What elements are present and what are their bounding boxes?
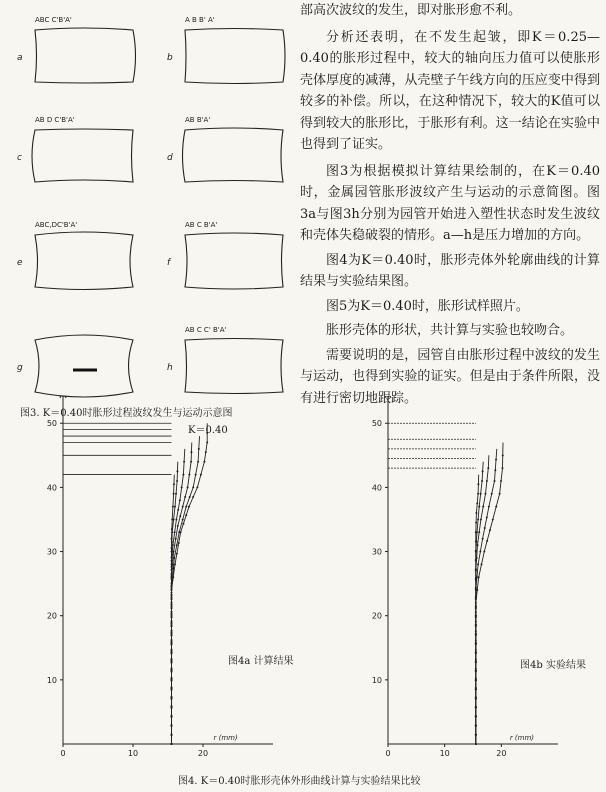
profile-point [480,518,482,520]
profile-point [477,493,479,495]
profile-point [475,651,477,653]
profile-point [171,696,173,698]
profile-point [192,496,194,498]
fig3-panel-a [17,16,136,83]
profile-point [495,459,497,461]
profile-point [492,518,494,520]
profile-point [484,493,486,495]
profile-point [172,506,174,508]
profile-point [178,531,180,533]
profile-point [176,544,178,546]
x-tick-label: 10 [439,749,450,758]
paragraph-2: 分析还表明，在不发生起皱，即K＝0.25—0.40的胀形过程中，较大的轴向压力值可以使胀形壳体厚度的减薄，从壳壁子午线方向的压应变中得到较多的补偿。所以，在这种情况下，较大的K值可以得到较大的胀形比，于胀形有利。这一结论在实验中也得到了证实。 [300,29,600,152]
profile-point [478,531,480,533]
profile-point [171,566,173,568]
profile-point [477,483,479,485]
paragraph-7: 需要说明的是，园管自由胀形过程中波纹的发生与运动，也得到实验的证实。但是由于条件所限，没有进行密切地跟踪。 [300,347,600,406]
x-tick-label: 10 [127,749,139,758]
fig3-panel-b [167,16,285,84]
profile-point [171,538,173,540]
profile-point [477,563,479,565]
profile-point [486,480,488,482]
profile-point [171,743,173,745]
profile-point [176,480,178,482]
chart-4b-label: 图4b 实验结果 [520,660,586,671]
fig3-panel-letter: d [167,153,173,163]
profile-point [500,480,502,482]
profile-point [475,568,477,570]
fig3-panel-letter: f [167,258,171,268]
paragraph-1: 部高次波纹的发生，即对胀形愈不利。 [300,3,522,18]
profile-point [477,544,479,546]
fig3-panel-letter: e [17,258,23,268]
x-tick-label: 0 [385,749,391,758]
chart-4b [350,396,606,760]
profile-point [179,515,181,517]
x-axis-label: r (mm) [213,734,238,742]
paragraph-3: 图3为根据模拟计算结果绘制的，在K＝0.40时，金属园管胀形波纹产生与运动的示意简图。图3a与图3h分别为园管开始进入塑性状态时发生波纹和壳体失稳破裂的情形。a—h是压力增加的方向。 [300,163,600,243]
y-tick-label: 20 [46,611,57,621]
profile-point [475,679,477,681]
fig3-panel-letter: g [17,363,23,373]
profile-point [177,525,179,527]
profile-point [475,633,477,635]
profile-point [478,506,480,508]
profile-point [482,506,484,508]
fig3-panel-f [167,221,283,289]
y-tick-label: 10 [46,675,57,685]
fig3-panel-c [17,116,133,182]
profile-point [196,486,198,488]
fig3-panel-letter: h [167,363,173,373]
fig3-tube-outline [185,29,285,84]
profile-point [195,474,197,476]
fig3-point-labels: AB C B'A' [185,221,218,229]
profile-point [475,577,477,579]
profile-point [475,734,477,736]
profile-curve-1 [476,443,503,745]
profile-point [480,493,482,495]
profile-point [486,540,488,542]
profile-point [185,514,187,516]
fig3-point-labels: A B B' A' [185,16,215,24]
profile-point [501,467,503,469]
profile-point [475,706,477,708]
profile-point [175,493,177,495]
profile-point [171,687,173,689]
profile-point [484,527,486,529]
profile-point [177,509,179,511]
fig3-tube-outline [185,233,283,289]
profile-point [475,541,477,543]
profile-point [173,557,175,559]
fig3-point-labels: AB C C' B'A' [185,326,227,334]
profile-point [475,642,477,644]
profile-point [478,576,480,578]
profile-point [171,518,173,520]
fig3-tube-outline [185,339,283,394]
profile-curve-5 [172,462,178,744]
profile-point [171,668,173,670]
fig3-panel-d [167,116,283,182]
chart-4a-k-label: K＝0.40 [188,425,228,436]
profile-point [198,448,200,450]
profile-point [475,605,477,607]
profile-point [190,451,192,453]
y-tick-label: 30 [371,547,382,557]
profile-point [192,486,194,488]
chart-4a-label: 图4a 计算结果 [228,656,294,667]
profile-point [171,640,173,642]
profile-point [475,715,477,717]
profile-point [475,623,477,625]
profile-point [171,603,173,605]
y-tick-label: 40 [371,483,382,493]
profile-point [483,551,485,553]
profile-point [171,631,173,633]
x-axis-label: r (mm) [509,734,535,742]
profile-point [482,470,484,472]
profile-point [475,559,477,561]
fig3-panel-letter: b [167,53,173,63]
profile-point [179,499,181,501]
fig3-panel-e [17,221,133,290]
profile-point [476,502,478,504]
profile-point [491,493,493,495]
profile-point [182,506,184,508]
profile-point [481,480,483,482]
figure-3 [0,0,300,420]
profile-point [182,523,184,525]
profile-point [171,715,173,717]
profile-point [475,697,477,699]
profile-point [475,512,477,514]
fig3-panel-letter: c [17,153,22,163]
profile-point [173,493,175,495]
fig3-tube-outline [183,128,284,182]
profile-point [178,542,180,544]
profile-point [197,461,199,463]
profile-point [475,725,477,727]
profile-point [488,506,490,508]
profile-point [182,518,184,520]
profile-point [171,528,173,530]
profile-point [188,506,190,508]
y-tick-label: 10 [371,675,382,685]
profile-point [171,734,173,736]
profile-point [171,547,173,549]
profile-point [495,506,497,508]
profile-point [171,724,173,726]
profile-curve-2 [172,436,200,744]
y-tick-label: 20 [371,611,382,621]
profile-point [175,538,177,540]
fig3-point-labels: AB B'A' [185,116,211,124]
profile-point [494,469,496,471]
profile-point [475,614,477,616]
x-tick-label: 0 [60,749,66,758]
profile-point [475,688,477,690]
profile-point [171,575,173,577]
x-tick-label: 20 [197,749,209,758]
profile-point [176,553,178,555]
paragraph-5: 图5为K＝0.40时，胀形试样照片。 [326,298,529,314]
fig3-panel-letter: a [17,53,23,63]
profile-point [475,660,477,662]
profile-point [475,587,477,589]
profile-point [171,594,173,596]
profile-point [206,441,208,443]
fig3-tube-outline [35,28,136,83]
fig3-tube-outline [35,335,133,397]
profile-point [205,451,207,453]
body-text [300,0,600,409]
profile-point [475,531,477,533]
profile-point [171,584,173,586]
y-tick-label: 30 [46,547,57,557]
profile-point [188,474,190,476]
profile-point [486,516,488,518]
profile-point [481,563,483,565]
profile-point [475,550,477,552]
profile-point [171,659,173,661]
fig3-tube-outline [32,129,133,182]
profile-point [200,474,202,476]
profile-point [185,506,187,508]
profile-point [494,480,496,482]
profile-point [174,563,176,565]
profile-point [184,496,186,498]
profile-point [475,669,477,671]
profile-point [189,496,191,498]
profile-point [479,551,481,553]
profile-point [203,461,205,463]
paragraph-6: 胀形壳体的形状，共计算与实验也较吻合。 [326,323,574,338]
chart-4a [30,396,300,760]
profile-point [171,678,173,680]
y-tick-label: 50 [46,419,57,429]
figure-4-caption: 图4. K＝0.40时胀形壳体外形曲线计算与实验结果比较 [178,776,421,787]
fig3-point-labels: AB D C'B'A' [35,116,75,124]
y-tick-label: 40 [46,483,57,493]
x-tick-label: 20 [496,749,507,758]
profile-point [171,706,173,708]
profile-point [502,454,504,456]
figure-3-caption: 图3. K＝0.40时胀形过程波纹发生与运动示意图 [20,408,233,419]
profile-point [171,556,173,558]
profile-point [475,596,477,598]
profile-curve-2 [476,449,497,744]
profile-point [174,531,176,533]
profile-point [173,483,175,485]
profile-point [171,622,173,624]
profile-point [187,486,189,488]
profile-point [477,518,479,520]
profile-point [183,461,185,463]
profile-point [487,467,489,469]
profile-point [171,612,173,614]
profile-point [489,529,491,531]
fig3-panel-h [167,326,283,394]
profile-point [171,650,173,652]
fig3-point-labels: ABC,DC'B'A' [35,221,78,229]
profile-point [181,486,183,488]
profile-point [475,743,477,745]
profile-point [475,522,477,524]
profile-point [175,518,177,520]
fig3-tube-outline [35,232,133,290]
profile-point [174,506,176,508]
fig3-panel-g [17,335,133,397]
profile-point [499,493,501,495]
profile-point [176,470,178,472]
profile-point [482,538,484,540]
y-tick-label: 50 [371,419,382,429]
paragraph-4: 图4为K＝0.40时，胀形壳体外轮廓曲线的计算结果与实验结果图。 [300,252,600,289]
profile-point [182,474,184,476]
profile-point [190,461,192,463]
fig3-point-labels: ABC C'B'A' [35,16,72,24]
